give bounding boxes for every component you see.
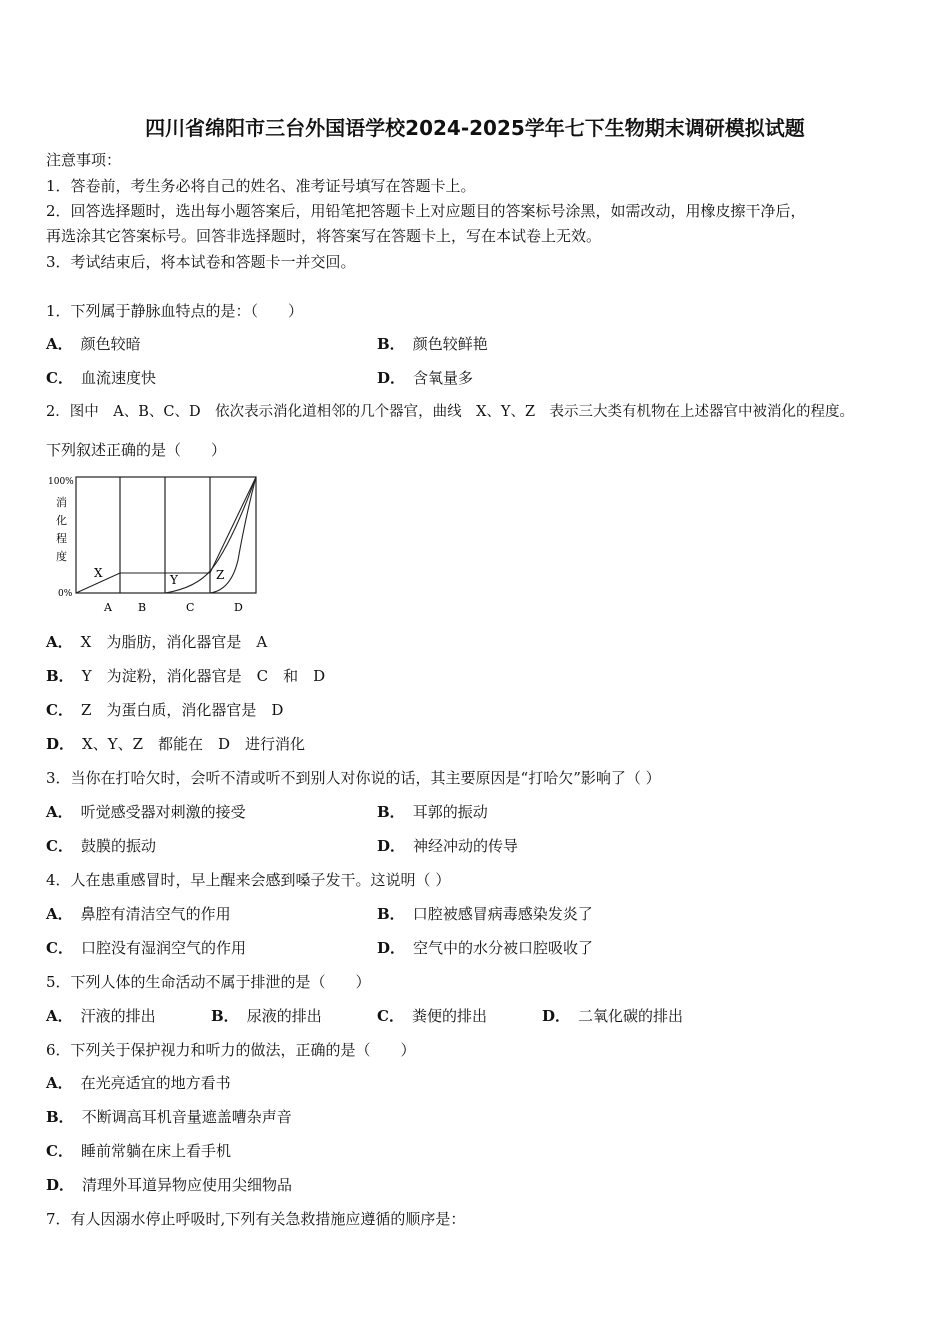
option-label: C．: [46, 837, 73, 855]
option-label: C．: [46, 701, 73, 719]
option-text: 汗液的排出: [80, 1007, 156, 1025]
q6-option-d: [46, 1175, 292, 1195]
option-label: D．: [377, 369, 406, 387]
option-label: B．: [377, 803, 405, 821]
q3-option-b: [377, 802, 488, 822]
y-axis-bottom-label: 0%: [58, 589, 73, 599]
q1-option-a: [46, 334, 141, 354]
option-text: 尿液的排出: [246, 1007, 322, 1025]
option-label: B．: [377, 905, 405, 923]
option-label: B．: [211, 1007, 239, 1025]
q3-option-a: [46, 802, 246, 822]
plot-frame: [76, 477, 256, 593]
question-2-stem: 2．图中 A、B、C、D 依次表示消化道相邻的几个器官，曲线 X、Y、Z 表示三大类有机物在上述器官中被消化的程度。: [46, 404, 855, 420]
option-text: 含氧量多: [413, 369, 474, 387]
option-text: 血流速度快: [80, 369, 156, 387]
option-text: 神经冲动的传导: [413, 837, 519, 855]
option-text: 在光亮适宜的地方看书: [80, 1074, 231, 1092]
option-label: D．: [377, 939, 406, 957]
notice-item: 3．考试结束后，将本试卷和答题卡一并交回。: [46, 253, 356, 271]
option-text: Z 为蛋白质，消化器官是 D: [80, 701, 284, 719]
curve-x: [76, 477, 256, 593]
y-axis-top-label: 100%: [48, 477, 74, 487]
question-5-stem: 5．下列人体的生命活动不属于排泄的是（ ）: [46, 973, 371, 991]
option-label: C．: [377, 1007, 404, 1025]
q3-option-d: [377, 836, 518, 856]
option-label: D．: [46, 1176, 75, 1194]
q6-option-a: [46, 1073, 231, 1093]
q5-option-b: [211, 1006, 322, 1026]
q1-option-c: [46, 368, 156, 388]
q2-option-d: [46, 734, 305, 754]
notice-item: 再选涂其它答案标号。回答非选择题时，将答案写在答题卡上，写在本试卷上无效。: [46, 227, 602, 245]
digestion-curve-figure: [46, 470, 276, 620]
option-text: 口腔没有湿润空气的作用: [80, 939, 246, 957]
y-axis-char: 化: [56, 514, 67, 527]
option-text: Y 为淀粉，消化器官是 C 和 D: [81, 667, 326, 685]
notice-heading: 注意事项：: [46, 151, 122, 169]
q5-option-a: [46, 1006, 156, 1026]
curve-label-z: Z: [216, 568, 225, 582]
option-text: 二氧化碳的排出: [578, 1007, 684, 1025]
option-label: A．: [46, 905, 73, 923]
option-text: 粪便的排出: [411, 1007, 487, 1025]
option-label: B．: [46, 667, 74, 685]
option-text: 颜色较暗: [80, 335, 141, 353]
option-label: D．: [542, 1007, 571, 1025]
option-label: C．: [46, 1142, 73, 1160]
q4-option-a: [46, 904, 231, 924]
notice-item: 2．回答选择题时，选出每小题答案后，用铅笔把答题卡上对应题目的答案标号涂黑，如需改动，用橡皮擦干净后，: [46, 202, 806, 220]
option-label: C．: [46, 939, 73, 957]
option-text: 耳郭的振动: [412, 803, 488, 821]
notice-item: 1．答卷前，考生务必将自己的姓名、准考证号填写在答题卡上。: [46, 177, 476, 195]
option-text: X、Y、Z 都能在 D 进行消化: [82, 735, 306, 753]
q2-option-c: [46, 700, 283, 720]
q1-option-b: [377, 334, 488, 354]
option-text: 鼻腔有清洁空气的作用: [80, 905, 231, 923]
x-axis-label: A: [104, 601, 112, 614]
option-label: C．: [46, 369, 73, 387]
q5-option-d: [542, 1006, 683, 1026]
option-label: A．: [46, 633, 73, 651]
y-axis-char: 程: [56, 532, 67, 545]
question-6-stem: 6．下列关于保护视力和听力的做法，正确的是（ ）: [46, 1041, 416, 1059]
q4-option-c: [46, 938, 246, 958]
option-text: X 为脂肪，消化器官是 A: [80, 633, 268, 651]
q6-option-b: [46, 1107, 292, 1127]
q2-option-a: [46, 632, 267, 652]
y-axis-char: 消: [56, 496, 67, 509]
question-7-stem: 7．有人因溺水停止呼吸时,下列有关急救措施应遵循的顺序是：: [46, 1210, 466, 1228]
option-text: 鼓膜的振动: [80, 837, 156, 855]
option-text: 清理外耳道异物应使用尖细物品: [82, 1176, 293, 1194]
q4-option-b: [377, 904, 593, 924]
option-text: 口腔被感冒病毒感染发炎了: [412, 905, 593, 923]
q2-option-b: [46, 666, 325, 686]
page-title: 四川省绵阳市三台外国语学校2024-2025学年七下生物期末调研模拟试题: [145, 116, 805, 140]
x-axis-label: C: [186, 601, 195, 614]
curve-label-y: Y: [170, 573, 178, 587]
q5-option-c: [377, 1006, 487, 1026]
q4-option-d: [377, 938, 593, 958]
option-text: 不断调高耳机音量遮盖嘈杂声音: [81, 1108, 292, 1126]
option-text: 睡前常躺在床上看手机: [80, 1142, 231, 1160]
option-label: B．: [377, 335, 405, 353]
x-axis-label: D: [234, 601, 243, 614]
option-label: A．: [46, 1007, 73, 1025]
x-axis-label: B: [138, 601, 147, 614]
q3-option-c: [46, 836, 156, 856]
question-3-stem: 3．当你在打哈欠时，会听不清或听不到别人对你说的话，其主要原因是“打哈欠”影响了（ ）: [46, 769, 661, 787]
option-text: 空气中的水分被口腔吸收了: [413, 939, 594, 957]
question-2-stem-cont: 下列叙述正确的是（ ）: [46, 441, 227, 459]
option-text: 颜色较鲜艳: [412, 335, 488, 353]
option-label: B．: [46, 1108, 74, 1126]
curve-label-x: X: [94, 566, 103, 580]
option-text: 听觉感受器对刺激的接受: [80, 803, 246, 821]
option-label: A．: [46, 1074, 73, 1092]
q6-option-c: [46, 1141, 231, 1161]
option-label: D．: [377, 837, 406, 855]
question-4-stem: 4．人在患重感冒时，早上醒来会感到嗓子发干。这说明（ ）: [46, 871, 451, 889]
question-1-stem: 1．下列属于静脉血特点的是：（ ）: [46, 302, 304, 320]
option-label: A．: [46, 335, 73, 353]
y-axis-char: 度: [56, 550, 67, 563]
option-label: D．: [46, 735, 75, 753]
q1-option-d: [377, 368, 473, 388]
option-label: A．: [46, 803, 73, 821]
